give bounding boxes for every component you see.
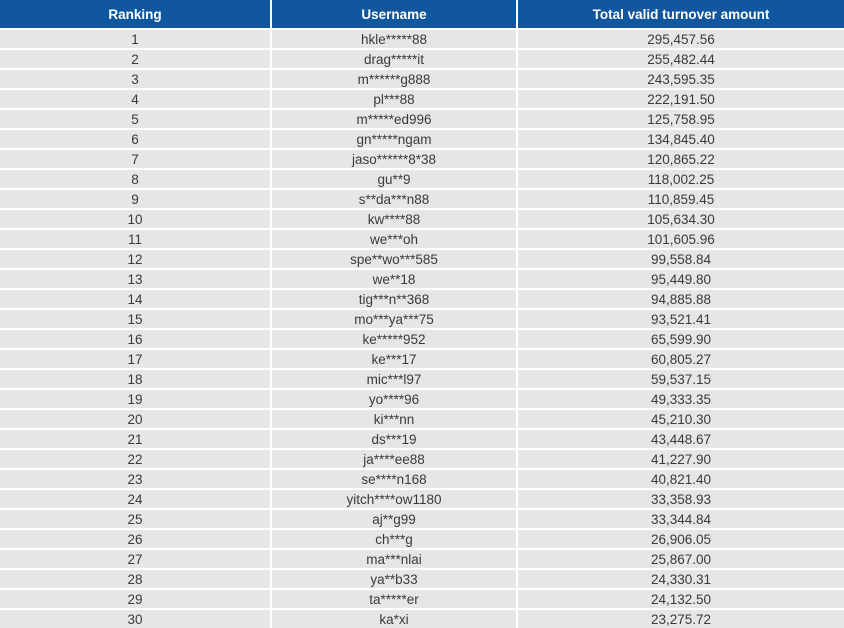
column-header-username: Username [271, 0, 517, 29]
table-row [0, 189, 844, 209]
amount-cell: 295,457.56 [517, 29, 844, 49]
amount-cell: 26,906.05 [517, 529, 844, 549]
username-cell: ta*****er [271, 589, 517, 609]
amount-cell: 243,595.35 [517, 69, 844, 89]
username-cell: ma***nlai [271, 549, 517, 569]
username-cell: ja****ee88 [271, 449, 517, 469]
table-row [0, 169, 844, 189]
table-row [0, 229, 844, 249]
table-row [0, 529, 844, 549]
rank-cell: 23 [0, 469, 271, 489]
rank-cell: 11 [0, 229, 271, 249]
username-cell: ke***17 [271, 349, 517, 369]
rank-cell: 14 [0, 289, 271, 309]
username-cell: mic***l97 [271, 369, 517, 389]
table-row [0, 209, 844, 229]
table-row [0, 369, 844, 389]
username-cell: m*****ed996 [271, 109, 517, 129]
rank-cell: 22 [0, 449, 271, 469]
rank-cell: 30 [0, 609, 271, 628]
amount-cell: 43,448.67 [517, 429, 844, 449]
header-row [0, 0, 844, 29]
amount-cell: 93,521.41 [517, 309, 844, 329]
username-cell: kw****88 [271, 209, 517, 229]
username-cell: mo***ya***75 [271, 309, 517, 329]
table-row [0, 449, 844, 469]
rank-cell: 20 [0, 409, 271, 429]
username-cell: jaso******8*38 [271, 149, 517, 169]
username-cell: ka*xi [271, 609, 517, 628]
amount-cell: 60,805.27 [517, 349, 844, 369]
username-cell: ds***19 [271, 429, 517, 449]
username-cell: pl***88 [271, 89, 517, 109]
table-row [0, 469, 844, 489]
table-header [0, 0, 844, 29]
table-row [0, 349, 844, 369]
amount-cell: 33,344.84 [517, 509, 844, 529]
username-cell: ki***nn [271, 409, 517, 429]
rank-cell: 3 [0, 69, 271, 89]
username-cell: yo****96 [271, 389, 517, 409]
amount-cell: 59,537.15 [517, 369, 844, 389]
table-row [0, 409, 844, 429]
rank-cell: 25 [0, 509, 271, 529]
username-cell: we***oh [271, 229, 517, 249]
username-cell: gu**9 [271, 169, 517, 189]
rank-cell: 8 [0, 169, 271, 189]
username-cell: se****n168 [271, 469, 517, 489]
rank-cell: 12 [0, 249, 271, 269]
table-row [0, 49, 844, 69]
table-row [0, 69, 844, 89]
rank-cell: 26 [0, 529, 271, 549]
table-row [0, 509, 844, 529]
amount-cell: 40,821.40 [517, 469, 844, 489]
username-cell: yitch****ow1180 [271, 489, 517, 509]
rank-cell: 17 [0, 349, 271, 369]
username-cell: ke*****952 [271, 329, 517, 349]
username-cell: hkle*****88 [271, 29, 517, 49]
table-row [0, 29, 844, 49]
amount-cell: 65,599.90 [517, 329, 844, 349]
rank-cell: 1 [0, 29, 271, 49]
username-cell: ch***g [271, 529, 517, 549]
column-header-ranking: Ranking [0, 0, 271, 29]
amount-cell: 120,865.22 [517, 149, 844, 169]
amount-cell: 45,210.30 [517, 409, 844, 429]
table-row [0, 129, 844, 149]
rank-cell: 5 [0, 109, 271, 129]
amount-cell: 134,845.40 [517, 129, 844, 149]
table-row [0, 489, 844, 509]
amount-cell: 24,330.31 [517, 569, 844, 589]
table-row [0, 109, 844, 129]
amount-cell: 25,867.00 [517, 549, 844, 569]
rank-cell: 28 [0, 569, 271, 589]
rank-cell: 18 [0, 369, 271, 389]
table-row [0, 89, 844, 109]
amount-cell: 94,885.88 [517, 289, 844, 309]
username-cell: aj**g99 [271, 509, 517, 529]
rank-cell: 16 [0, 329, 271, 349]
amount-cell: 125,758.95 [517, 109, 844, 129]
username-cell: m******g888 [271, 69, 517, 89]
amount-cell: 110,859.45 [517, 189, 844, 209]
table-row [0, 609, 844, 628]
table-row [0, 589, 844, 609]
table-row [0, 289, 844, 309]
table-body [0, 29, 844, 628]
rank-cell: 13 [0, 269, 271, 289]
column-header-total-valid-turnover-amount: Total valid turnover amount [517, 0, 844, 29]
amount-cell: 95,449.80 [517, 269, 844, 289]
amount-cell: 118,002.25 [517, 169, 844, 189]
amount-cell: 105,634.30 [517, 209, 844, 229]
table-row [0, 549, 844, 569]
amount-cell: 41,227.90 [517, 449, 844, 469]
amount-cell: 99,558.84 [517, 249, 844, 269]
table-row [0, 149, 844, 169]
rank-cell: 29 [0, 589, 271, 609]
rank-cell: 15 [0, 309, 271, 329]
amount-cell: 24,132.50 [517, 589, 844, 609]
rank-cell: 21 [0, 429, 271, 449]
rank-cell: 9 [0, 189, 271, 209]
rank-cell: 7 [0, 149, 271, 169]
amount-cell: 222,191.50 [517, 89, 844, 109]
username-cell: gn*****ngam [271, 129, 517, 149]
rank-cell: 27 [0, 549, 271, 569]
table-row [0, 429, 844, 449]
rank-cell: 24 [0, 489, 271, 509]
username-cell: ya**b33 [271, 569, 517, 589]
table-row [0, 329, 844, 349]
amount-cell: 255,482.44 [517, 49, 844, 69]
rank-cell: 2 [0, 49, 271, 69]
table-row [0, 269, 844, 289]
amount-cell: 33,358.93 [517, 489, 844, 509]
table-row [0, 249, 844, 269]
table-row [0, 389, 844, 409]
rank-cell: 19 [0, 389, 271, 409]
table-row [0, 569, 844, 589]
username-cell: s**da***n88 [271, 189, 517, 209]
username-cell: tig***n**368 [271, 289, 517, 309]
username-cell: drag*****it [271, 49, 517, 69]
rank-cell: 6 [0, 129, 271, 149]
amount-cell: 23,275.72 [517, 609, 844, 628]
amount-cell: 49,333.35 [517, 389, 844, 409]
username-cell: we**18 [271, 269, 517, 289]
amount-cell: 101,605.96 [517, 229, 844, 249]
username-cell: spe**wo***585 [271, 249, 517, 269]
table-row [0, 309, 844, 329]
rank-cell: 4 [0, 89, 271, 109]
rank-cell: 10 [0, 209, 271, 229]
